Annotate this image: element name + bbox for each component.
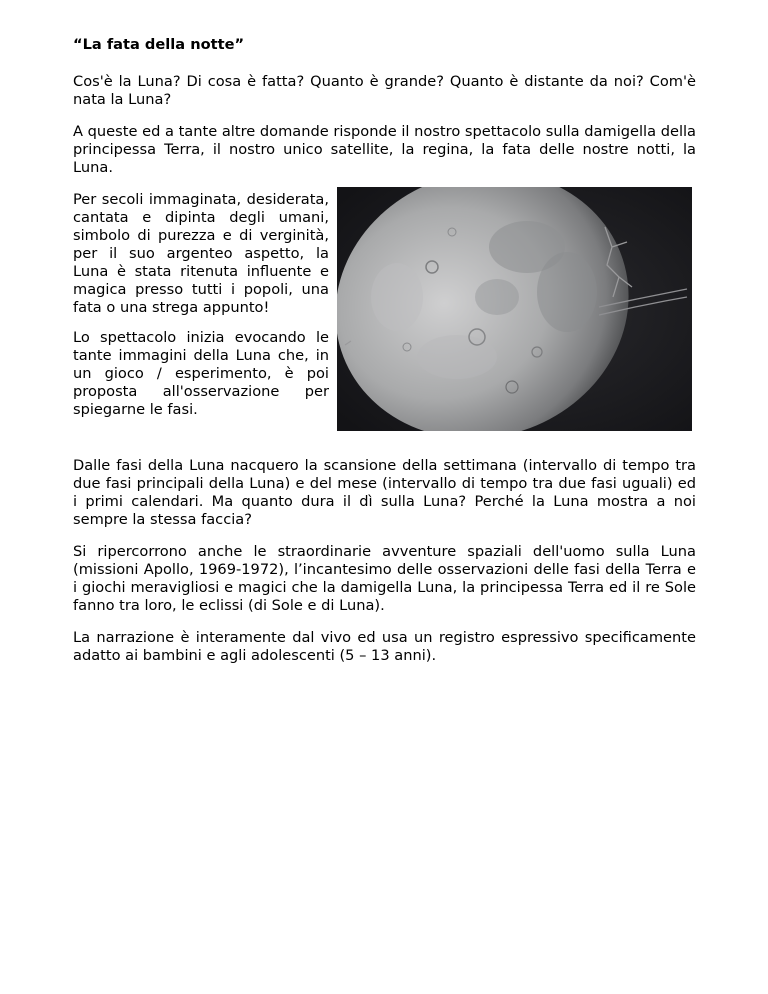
paragraph-show-start: Lo spettacolo inizia evocando le tante immagini della Luna che, in un gioco / esperimento, è poi proposta all'osservazione per spiegarne le fasi. xyxy=(73,329,329,418)
text-with-image xyxy=(73,191,696,453)
paragraph-intro: A queste ed a tante altre domande risponde il nostro spettacolo sulla damigella della principessa Terra, il nostro unico satellite, la regina, la fata delle nostre notti, la Luna. xyxy=(73,123,696,176)
paragraph-history: Per secoli immaginata, desiderata, cantata e dipinta degli umani, simbolo di purezza e di verginità, per il suo argenteo aspetto, la Luna è stata ritenuta influente e magica presso tutti i popoli, una fata o una strega appunto! xyxy=(73,191,329,316)
document-title: “La fata della notte” xyxy=(73,36,245,53)
moon-photo xyxy=(337,187,692,431)
paragraph-apollo: Si ripercorrono anche le straordinarie avventure spaziali dell'uomo sulla Luna (missioni Apollo, 1969-1972), l’incantesimo delle osservazioni delle fasi della Terra e i giochi meravigliosi e magici che la damigella Luna, la principessa Terra ed il re Sole fanno tra loro, le eclissi (di Sole e di Luna). xyxy=(73,543,696,614)
paragraph-narration: La narrazione è interamente dal vivo ed usa un registro espressivo specificamente adatto ai bambini e agli adolescenti (5 – 13 anni). xyxy=(73,629,696,664)
document-page xyxy=(73,36,696,679)
paragraph-questions: Cos'è la Luna? Di cosa è fatta? Quanto è grande? Quanto è distante da noi? Com'è nata la Luna? xyxy=(73,73,696,108)
moon-image xyxy=(337,187,692,431)
paragraph-phases: Dalle fasi della Luna nacquero la scansione della settimana (intervallo di tempo tra due fasi principali della Luna) e del mese (intervallo di tempo tra due fasi uguali) ed i primi calendari. Ma quanto dura il dì sulla Luna? Perché la Luna mostra a noi sempre la stessa faccia? xyxy=(73,457,696,528)
